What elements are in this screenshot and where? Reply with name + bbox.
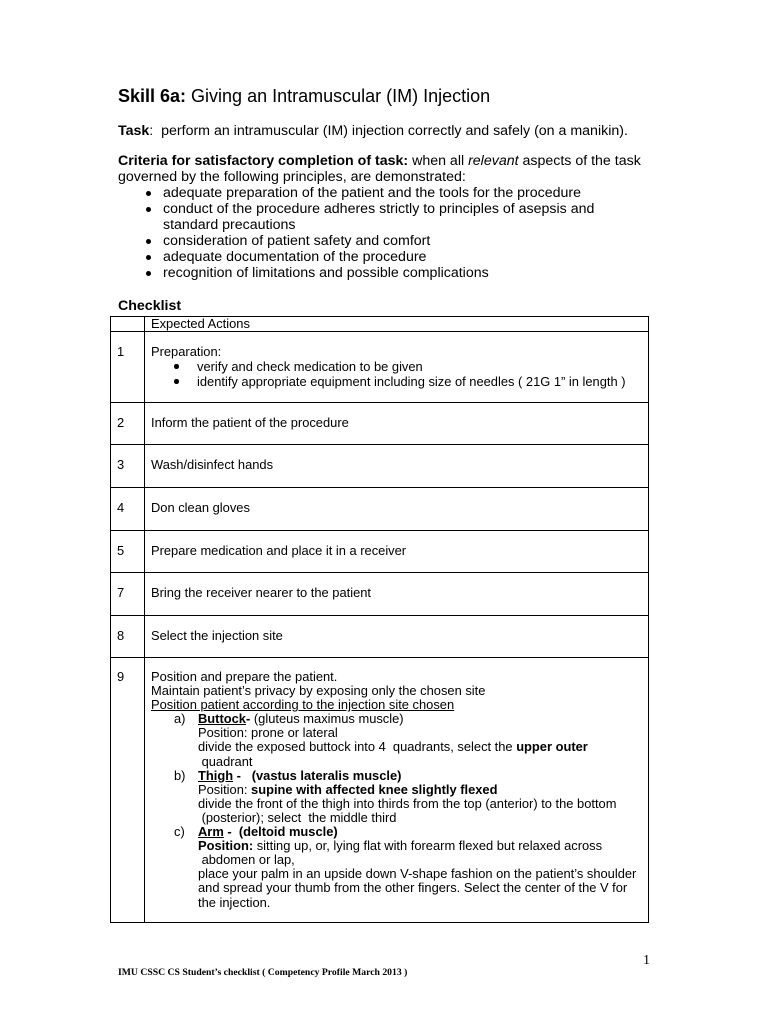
site-name: Thigh	[198, 767, 234, 783]
bullet-icon	[146, 207, 151, 212]
step-action: Wash/disinfect hands	[151, 457, 274, 472]
step-action-cell	[145, 488, 648, 530]
criteria-continuation: governed by the following principles, are demonstrated:	[118, 169, 466, 185]
site-instruction	[198, 797, 648, 825]
site-instruction-text: place your palm in an upside down V-shape fashion on the patient’s shoulder and spread your thumb from the other fingers. Select the center of the V for the injection.	[198, 866, 637, 910]
step-action: Select the injection site	[151, 628, 283, 643]
privacy-line	[151, 684, 648, 698]
preparation-item-text: verify and check medication to be given	[197, 359, 423, 374]
principle-text: consideration of patient safety and comfort	[163, 233, 431, 249]
preparation-item	[197, 359, 648, 374]
privacy-text: Maintain patient’s privacy by exposing only the chosen site	[151, 683, 486, 699]
step-number-cell	[111, 616, 145, 657]
task-text: : perform an intramuscular (IM) injection correctly and safely (on a manikin).	[149, 123, 628, 139]
number-column-header	[111, 317, 145, 331]
task-label: Task	[118, 123, 150, 139]
step-number: 9	[117, 669, 125, 684]
site-marker: b)	[174, 767, 186, 783]
step-action: Inform the patient of the procedure	[151, 415, 349, 430]
table-row	[111, 444, 648, 487]
step-action-cell	[145, 403, 648, 444]
principle-item	[163, 233, 678, 249]
site-name: Arm	[198, 824, 224, 840]
page-footer	[118, 967, 407, 979]
site-name: Buttock	[198, 711, 246, 727]
principle-item	[163, 265, 678, 281]
step-action-line	[151, 670, 648, 684]
site-position	[198, 726, 648, 740]
bullet-icon	[146, 239, 151, 244]
step-action: Prepare medication and place it in a receiver	[151, 543, 407, 558]
site-heading	[198, 769, 648, 783]
principle-text: conduct of the procedure adheres strictly to principles of asepsis and standard precautions	[163, 201, 595, 233]
step-title-line	[151, 344, 648, 359]
task-statement	[118, 123, 628, 139]
table-row	[111, 657, 648, 922]
criteria-section	[118, 153, 678, 281]
bullet-icon	[146, 255, 151, 260]
principles-list	[118, 185, 678, 281]
step-action-cell	[145, 332, 648, 402]
skill-number-label: Skill 6a:	[118, 86, 187, 106]
step-number-cell	[111, 332, 145, 402]
site-instruction-text: divide the exposed buttock into 4 quadrants, select the	[198, 739, 517, 755]
site-position-text: supine with affected knee slightly flexed	[251, 781, 498, 797]
actions-column-header	[145, 317, 648, 331]
step-number: 5	[117, 543, 125, 558]
step-number: 8	[117, 628, 125, 643]
bullet-icon	[146, 191, 151, 196]
criteria-label: Criteria for satisfactory completion of task:	[118, 153, 409, 169]
step-title: Preparation:	[151, 344, 222, 359]
step-number: 7	[117, 585, 125, 600]
step-action-cell	[145, 573, 648, 615]
site-marker: c)	[174, 824, 185, 840]
footer-text: IMU CSSC CS Student’s checklist ( Competency Profile March 2013 )	[118, 967, 408, 978]
principle-text: adequate preparation of the patient and the tools for the procedure	[163, 185, 582, 201]
actions-column-label: Expected Actions	[151, 316, 250, 331]
criteria-continuation-line	[118, 169, 678, 185]
site-instruction-continuation: quadrant	[201, 753, 253, 769]
positioning-line	[151, 698, 648, 712]
site-heading	[198, 825, 648, 839]
site-instruction-text: divide the front of the thigh into thirds from the top (anterior) to the bottom (posterior); select the middle third	[198, 795, 617, 825]
skill-title-text: Giving an Intramuscular (IM) Injection	[186, 86, 491, 106]
site-heading-rest: - (deltoid muscle)	[223, 824, 338, 840]
table-row	[111, 530, 648, 572]
page-number-text: 1	[643, 953, 650, 968]
site-position-label: Position:	[198, 725, 248, 741]
site-heading-rest: -	[245, 711, 251, 727]
bullet-icon	[146, 271, 151, 276]
step-number: 2	[117, 415, 125, 430]
step-number-cell	[111, 531, 145, 572]
site-position-text: sitting up, or, lying flat with forearm flexed but relaxed across abdomen or lap,	[201, 838, 603, 868]
step-action-cell	[145, 445, 648, 487]
criteria-tail: aspects of the task	[518, 153, 641, 169]
table-row	[111, 331, 648, 402]
criteria-emphasis: relevant	[468, 153, 519, 169]
checklist-heading	[118, 298, 181, 314]
table-row	[111, 402, 648, 444]
site-position	[198, 783, 648, 797]
injection-site-thigh	[151, 769, 648, 825]
preparation-list	[151, 359, 648, 389]
criteria-intro-line	[118, 153, 678, 169]
site-position-text: prone or lateral	[247, 725, 338, 741]
preparation-item-text: identify appropriate equipment including size of needles ( 21G 1” in length )	[197, 374, 626, 389]
step-number-cell	[111, 573, 145, 615]
injection-site-arm	[151, 825, 648, 910]
site-position	[198, 839, 648, 867]
site-instruction	[198, 867, 648, 909]
step-number-cell	[111, 488, 145, 530]
table-header-row	[111, 317, 648, 331]
criteria-lead: when all	[408, 153, 469, 169]
table-row	[111, 572, 648, 615]
step-action-cell	[145, 616, 648, 657]
skill-title	[118, 86, 490, 107]
site-position-label: Position:	[198, 781, 252, 797]
checklist-table	[110, 316, 649, 923]
principle-text: recognition of limitations and possible complications	[163, 265, 489, 281]
step-action: Position and prepare the patient.	[151, 669, 338, 684]
principle-item	[163, 185, 678, 201]
principle-item	[163, 249, 678, 265]
step-action-cell	[145, 658, 648, 922]
step-number-cell	[111, 403, 145, 444]
principle-item	[163, 201, 678, 233]
bullet-icon	[174, 379, 179, 384]
site-instruction-emphasis: upper outer	[516, 739, 588, 755]
step-number: 1	[117, 344, 125, 359]
step-number-cell	[111, 445, 145, 487]
table-row	[111, 615, 648, 657]
principle-text: adequate documentation of the procedure	[163, 249, 427, 265]
table-row	[111, 487, 648, 530]
checklist-heading-text: Checklist	[118, 298, 182, 314]
positioning-text: Position patient according to the injection site chosen	[151, 697, 455, 713]
step-number-cell	[111, 658, 145, 922]
site-heading-rest: - (vastus lateralis muscle)	[233, 767, 402, 783]
site-position-label: Position:	[198, 838, 254, 854]
site-instruction	[198, 740, 648, 768]
step-action-cell	[145, 531, 648, 572]
step-action: Don clean gloves	[151, 500, 250, 515]
site-heading	[198, 712, 648, 726]
step-action: Bring the receiver nearer to the patient	[151, 585, 371, 600]
site-marker: a)	[174, 711, 186, 727]
bullet-icon	[174, 364, 179, 369]
preparation-item	[197, 374, 648, 389]
injection-site-buttock	[151, 712, 648, 768]
step-number: 4	[117, 500, 125, 515]
site-muscle: (gluteus maximus muscle)	[250, 711, 404, 727]
step-number: 3	[117, 457, 125, 472]
page-number	[643, 953, 650, 969]
